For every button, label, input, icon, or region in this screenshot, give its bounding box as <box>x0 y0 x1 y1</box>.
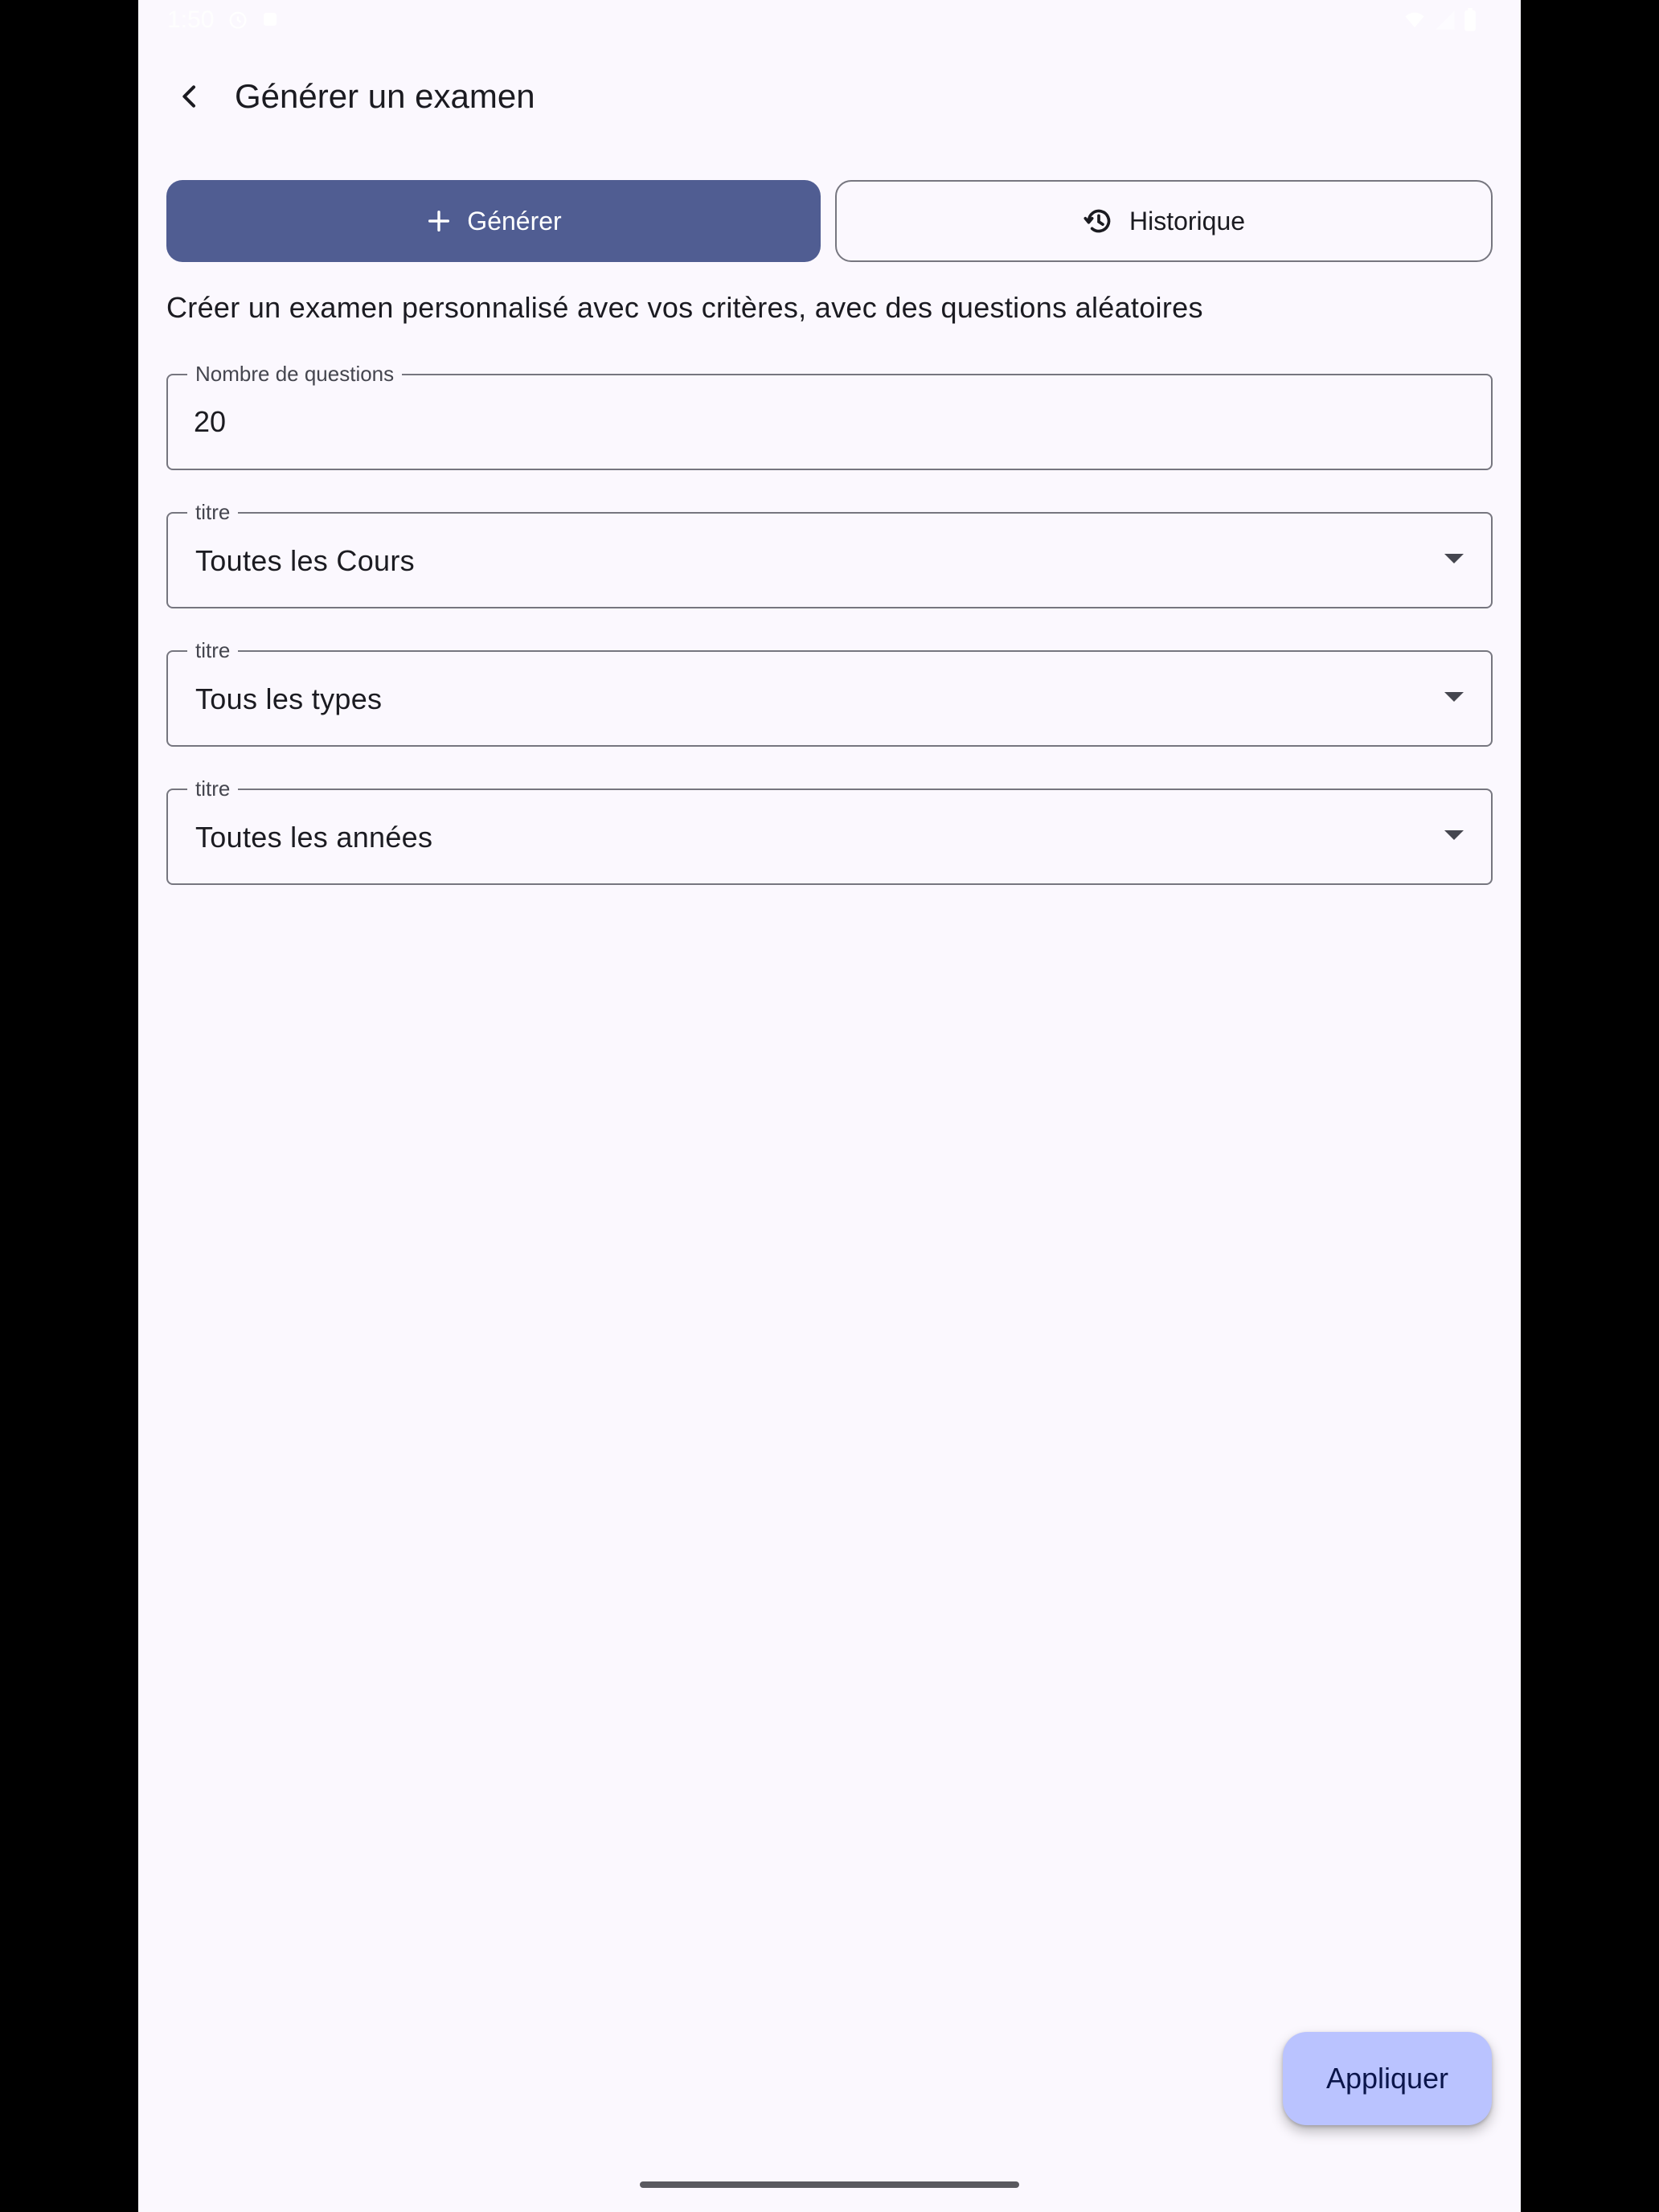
apply-button-label: Appliquer <box>1325 2062 1449 2095</box>
course-dropdown-label: titre <box>187 501 238 523</box>
status-left-icons <box>227 8 280 31</box>
dropdown-arrow-icon <box>1444 830 1464 840</box>
top-app-bar <box>138 48 1521 145</box>
question-count-input[interactable] <box>194 398 1448 446</box>
generate-button-label: Générer <box>467 206 562 236</box>
home-indicator[interactable] <box>640 2181 1019 2188</box>
wifi-icon <box>1402 9 1428 31</box>
history-button[interactable] <box>835 180 1493 262</box>
apply-button[interactable] <box>1283 2032 1492 2125</box>
type-dropdown[interactable] <box>166 638 1493 747</box>
back-button[interactable] <box>164 71 215 122</box>
dropdown-arrow-icon <box>1444 554 1464 563</box>
status-time: 1:50 <box>167 6 215 33</box>
type-dropdown-label: titre <box>187 639 238 662</box>
mode-toggle <box>166 180 1493 262</box>
alarm-icon <box>227 8 249 31</box>
question-count-label: Nombre de questions <box>187 363 402 385</box>
course-dropdown-value: Toutes les Cours <box>195 544 415 577</box>
page-title: Générer un examen <box>235 77 535 115</box>
app-screen <box>138 0 1521 2212</box>
status-right-icons <box>1402 8 1477 32</box>
plus-icon <box>425 207 453 235</box>
history-button-label: Historique <box>1129 206 1246 236</box>
history-icon <box>1083 205 1115 237</box>
status-bar <box>138 0 1521 42</box>
signal-icon <box>1434 9 1456 31</box>
notification-icon <box>260 10 280 29</box>
description-text: Créer un examen personnalisé avec vos critères, avec des questions aléatoires <box>166 291 1203 324</box>
generate-button[interactable] <box>166 180 821 262</box>
year-dropdown-value: Toutes les années <box>195 821 433 854</box>
year-dropdown[interactable] <box>166 776 1493 885</box>
arrow-back-icon <box>174 80 206 113</box>
type-dropdown-value: Tous les types <box>195 682 383 715</box>
dropdown-arrow-icon <box>1444 692 1464 702</box>
question-count-field[interactable] <box>166 362 1493 470</box>
year-dropdown-label: titre <box>187 777 238 800</box>
course-dropdown[interactable] <box>166 500 1493 608</box>
battery-icon <box>1463 8 1477 32</box>
